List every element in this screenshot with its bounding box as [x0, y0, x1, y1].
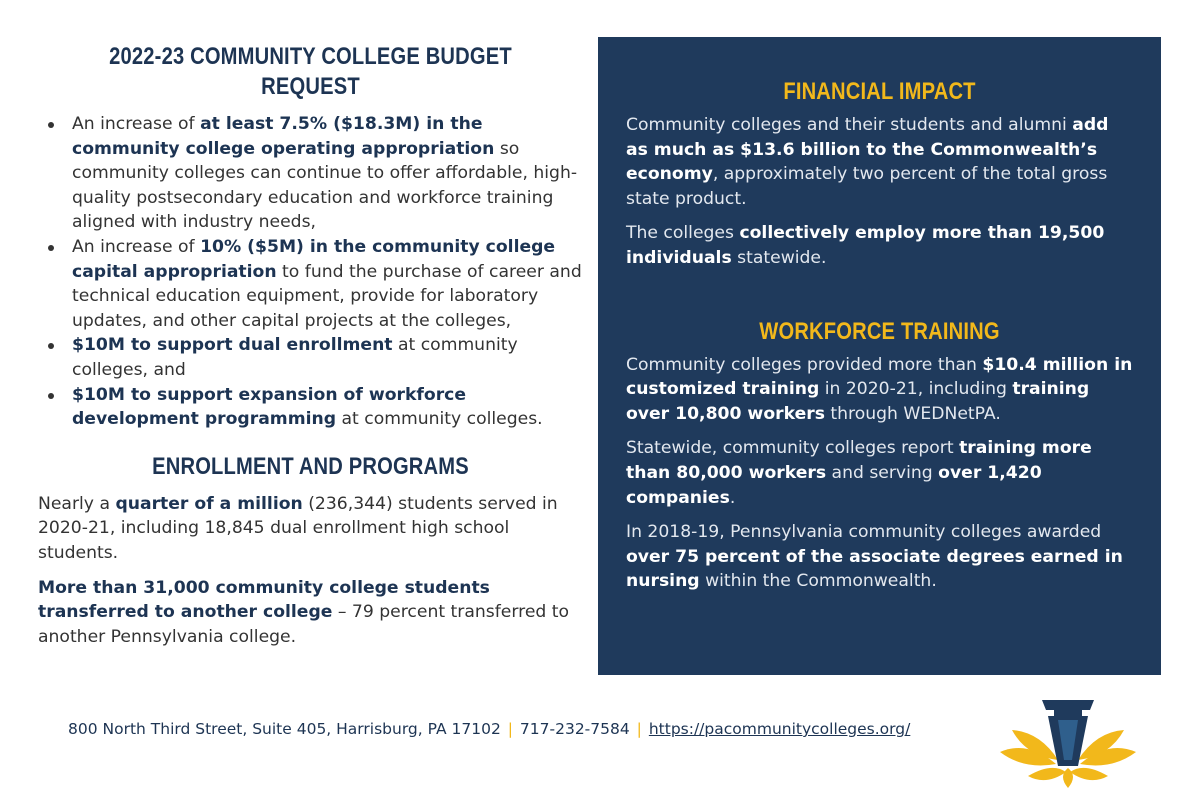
para-highlight: $10.4 million in customized training: [626, 354, 1133, 400]
workforce-paragraph-1: [626, 353, 1133, 427]
item-text: An increase of: [72, 114, 201, 134]
enrollment-title: ENROLLMENT AND PROGRAMS: [152, 452, 469, 480]
item-text: An increase of: [72, 236, 201, 257]
enrollment-paragraph-2: [38, 576, 583, 650]
para-text: In 2018-19, Pennsylvania community colleges awarded: [626, 522, 1102, 543]
budget-list: [38, 112, 583, 432]
impact-panel: [598, 37, 1161, 675]
footer-phone[interactable]: 717-232-7584: [519, 720, 630, 738]
para-text: .: [729, 487, 736, 508]
para-text: through WEDNetPA.: [824, 403, 1001, 424]
para-highlight: training more than 80,000 workers: [626, 438, 1092, 483]
item-text: at community colleges, and: [72, 335, 518, 380]
para-text: statewide.: [731, 247, 827, 268]
para-text: Nearly a: [38, 493, 116, 514]
item-text: to fund the purchase of career and technical education equipment, provide for laboratory updates, and other capital projects at the colleges,: [72, 261, 582, 331]
para-highlight: collectively employ more than 19,500 individuals: [626, 223, 1105, 268]
list-item: [72, 383, 583, 432]
item-highlight: $10M to support expansion of workforce development programming: [72, 384, 467, 430]
left-column: [38, 42, 583, 659]
footer-separator: |: [507, 720, 513, 738]
item-highlight: 10% ($5M) in the community college capital appropriation: [72, 236, 556, 282]
financial-title: FINANCIAL IMPACT: [783, 78, 976, 105]
item-text: so community colleges can continue to offer affordable, high-quality postsecondary education and workforce training aligned with industry needs,: [72, 138, 578, 233]
budget-title: 2022-23 COMMUNITY COLLEGE BUDGET REQUEST: [109, 43, 512, 100]
para-highlight: More than 31,000 community college students transferred to another college: [38, 577, 490, 623]
financial-paragraph-1: [626, 113, 1133, 211]
para-text: in 2020-21, including: [819, 379, 1013, 400]
workforce-title: WORKFORCE TRAINING: [759, 317, 1000, 345]
item-highlight: $10M to support dual enrollment: [72, 335, 393, 356]
keystone-lotus-logo-icon: [998, 690, 1138, 790]
para-text: – 79 percent transferred to another Pennsylvania college.: [38, 602, 570, 647]
para-text: Statewide, community colleges report: [626, 438, 960, 459]
list-item: [72, 333, 583, 382]
workforce-paragraph-2: [626, 436, 1133, 510]
para-text: Community colleges provided more than: [626, 354, 983, 375]
footer-website-link[interactable]: https://pacommunitycolleges.org/: [648, 720, 911, 738]
financial-paragraph-2: [626, 221, 1133, 270]
footer-address: 800 North Third Street, Suite 405, Harrisburg, PA 17102: [68, 720, 501, 738]
para-text: , approximately two percent of the total gross state product.: [626, 164, 1108, 209]
para-highlight: add as much as $13.6 billion to the Commonwealth’s economy: [626, 115, 1109, 185]
para-text: and serving: [826, 462, 939, 483]
para-highlight: over 75 percent of the associate degrees earned in nursing: [626, 546, 1123, 592]
list-item: [72, 235, 583, 333]
workforce-paragraph-3: [626, 520, 1133, 594]
para-highlight: quarter of a million: [115, 493, 303, 514]
footer-separator: |: [636, 720, 642, 738]
para-text: The colleges: [626, 223, 740, 244]
para-text: Community colleges and their students and alumni: [626, 115, 1073, 135]
para-highlight: training over 10,800 workers: [626, 379, 1090, 424]
item-text: at community colleges.: [336, 409, 543, 430]
footer: [68, 720, 910, 738]
item-highlight: at least 7.5% ($18.3M) in the community college operating appropriation: [72, 114, 495, 159]
para-text: within the Commonwealth.: [699, 571, 937, 592]
list-item: [72, 112, 583, 235]
para-highlight: over 1,420 companies: [626, 462, 1042, 508]
para-text: (236,344) students served in 2020-21, including 18,845 dual enrollment high school students.: [38, 493, 558, 563]
enrollment-paragraph-1: [38, 492, 583, 566]
